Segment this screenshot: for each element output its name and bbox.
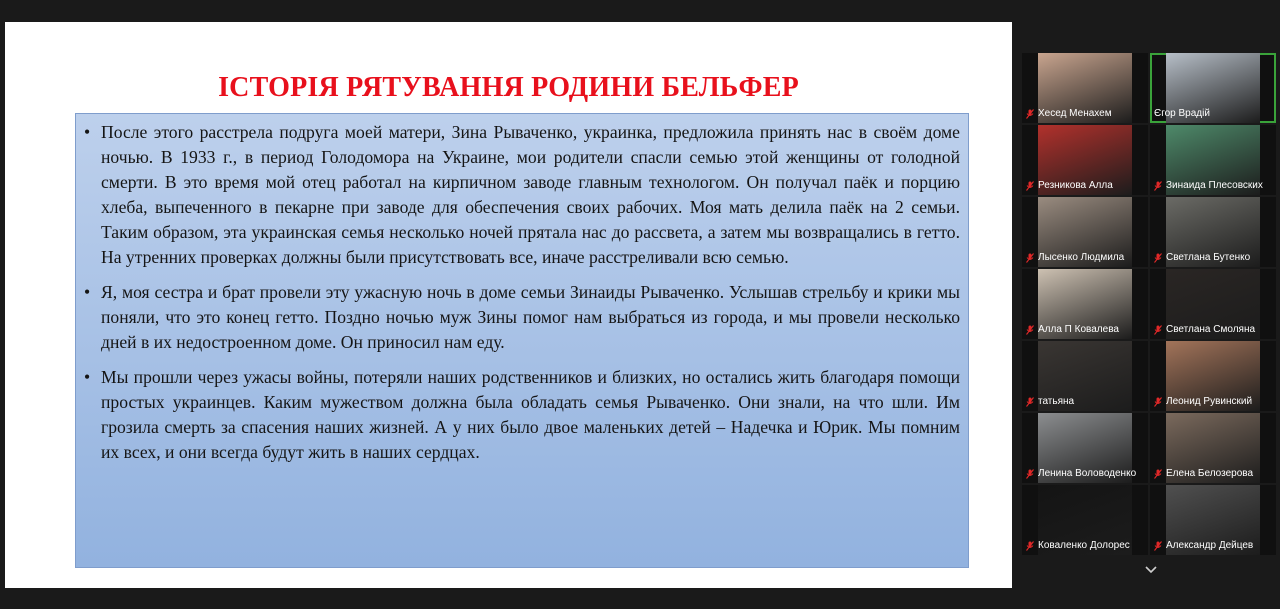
participant-name-bar [1154,395,1274,409]
participant-name: Алла П Ковалева [1038,324,1119,335]
participant-name: Александр Дейцев [1166,540,1254,551]
participant-name-bar [1154,179,1274,193]
muted-mic-icon [1154,253,1162,263]
participant-tile[interactable] [1150,125,1276,195]
muted-mic-icon [1026,253,1034,263]
participant-name: Хесед Менахем [1038,108,1112,119]
participant-name-bar [1154,539,1274,553]
participants-gallery [1020,46,1280,609]
slide-text-box [75,113,969,568]
participant-name-bar [1026,323,1146,337]
participant-name: Светлана Смоляна [1166,324,1256,335]
muted-mic-icon [1026,397,1034,407]
participant-tile[interactable] [1150,269,1276,339]
participant-name-bar [1154,107,1274,121]
bullet-paragraph-2 [84,280,960,355]
muted-mic-icon [1026,325,1034,335]
bullet-paragraph-3 [84,365,960,465]
shared-screen [5,22,1012,588]
participant-name: Елена Белозерова [1166,468,1254,479]
participant-tile[interactable] [1022,125,1148,195]
participant-name: Єгор Врадій [1154,108,1210,119]
muted-mic-icon [1154,469,1162,479]
participant-name: Лысенко Людмила [1038,252,1125,263]
participant-tile[interactable] [1150,341,1276,411]
participant-name-bar [1026,179,1146,193]
muted-mic-icon [1154,397,1162,407]
participant-name-bar [1026,251,1146,265]
participant-name-bar [1026,395,1146,409]
slide-title: ІСТОРІЯ РЯТУВАННЯ РОДИНИ БЕЛЬФЕР [218,72,799,103]
participant-tile[interactable] [1150,413,1276,483]
bullet-marker: • [84,122,91,142]
muted-mic-icon [1026,541,1034,551]
participant-name: Коваленко Долорес [1038,540,1130,551]
paragraph-text: Я, моя сестра и брат провели эту ужасную ночь в доме семьи Зинаиды Рываченко. Услышав стрельбу и крики мы поняли, что это конец гетто. Поздно ночью муж Зины помог нам выбраться из города, и мы провели несколько дней в их недостроенном доме. Он приносил нам еду. [101,282,960,352]
muted-mic-icon [1154,541,1162,551]
paragraph-text: После этого расстрела подруга моей матери, Зина Рываченко, украинка, предложила принять нас в своём доме ночью. В 1933 г., в период Голодомора на Украине, мои родители спасли семью этой женщины от голодной смерти. В это время мой отец работал на кирпичном заводе главным технологом. Он получал паёк и порцию хлеба, выпеченного в пекарне при заводе для обеспечения своих рабочих. Моя мать делила паёк на 2 семьи. Таким образом, эта украинская семья несколько ночей прятала нас до рассвета, а затем мы возвращались в гетто. На утренних проверках должны были присутствовать все, иначе расстреливали всю семью. [101,122,960,267]
participant-tile[interactable] [1022,197,1148,267]
participant-name-bar [1026,467,1146,481]
participant-tile[interactable] [1150,485,1276,555]
participant-name-bar [1154,251,1274,265]
participant-tile[interactable] [1022,341,1148,411]
chevron-down-icon[interactable] [1144,564,1158,576]
muted-mic-icon [1154,325,1162,335]
participant-name: Резникова Алла [1038,180,1113,191]
participant-name-bar [1026,539,1146,553]
participant-tile[interactable] [1022,413,1148,483]
muted-mic-icon [1026,469,1034,479]
bullet-marker: • [84,367,91,387]
paragraph-text: Мы прошли через ужасы войны, потеряли наших родственников и близких, но остались жить благодаря помощи простых украинцев. Каким мужеством должна была обладать семья Рываченко. Они знали, на что шли. Им грозила смерть за спасения наших жизней. А у них было двое маленьких детей – Надечка и Юрик. Мы помним их всех, и они всегда будут жить в наших сердцах. [101,367,960,462]
muted-mic-icon [1154,181,1162,191]
bullet-marker: • [84,282,91,302]
muted-mic-icon [1026,181,1034,191]
participant-name-bar [1154,323,1274,337]
participant-tile[interactable] [1150,53,1276,123]
participant-name-bar [1154,467,1274,481]
participant-name-bar [1026,107,1146,121]
participant-name: Леонид Рувинский [1166,396,1253,407]
participant-tile[interactable] [1022,269,1148,339]
participant-tile[interactable] [1022,53,1148,123]
participant-name: Светлана Бутенко [1166,252,1251,263]
participant-name: татьяна [1038,396,1075,407]
participant-name: Ленина Воловоденко [1038,468,1137,479]
participant-tile[interactable] [1150,197,1276,267]
participant-tile[interactable] [1022,485,1148,555]
muted-mic-icon [1026,109,1034,119]
bullet-paragraph-1 [84,120,960,270]
participant-name: Зинаида Плесовских [1166,180,1263,191]
